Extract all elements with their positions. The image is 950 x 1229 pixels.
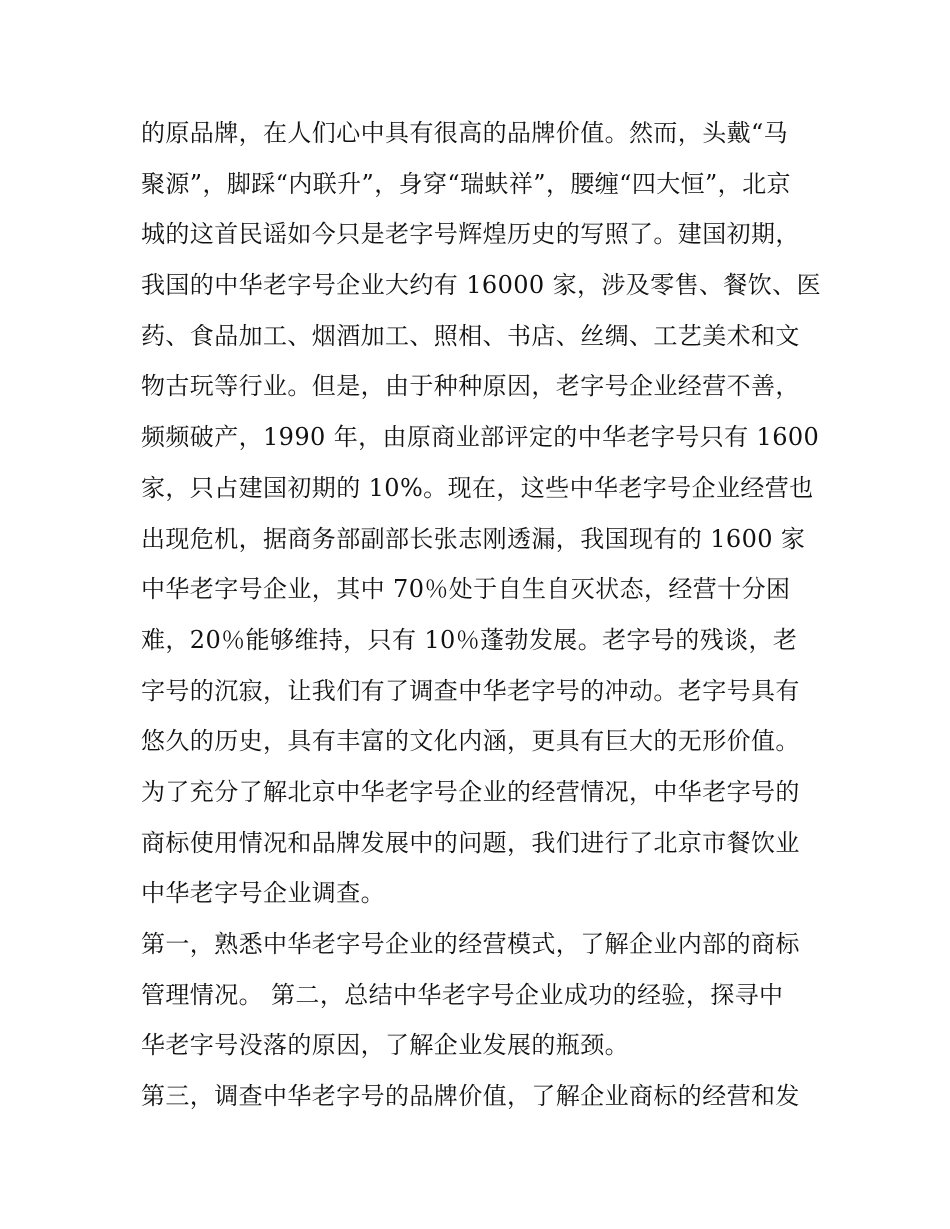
text-line-3: 城的这首民谣如今只是老字号辉煌历史的写照了。建国初期， [141, 220, 800, 249]
text-line-19: 华老字号没落的原因，了解企业发展的瓶颈。 [141, 1031, 629, 1060]
text-line-20: 第三，调查中华老字号的品牌价值，了解企业商标的经营和发 [141, 1082, 800, 1111]
text-line-10: 中华老字号企业，其中 70％处于自生自灭状态，经营十分困 [141, 575, 791, 604]
text-line-14: 为了充分了解北京中华老字号企业的经营情况，中华老字号的 [141, 777, 800, 806]
text-line-6: 物古玩等行业。但是，由于种种原因，老字号企业经营不善， [141, 372, 800, 401]
text-line-18: 管理情况。 第二，总结中华老字号企业成功的经验，探寻中 [141, 980, 784, 1009]
text-line-12: 字号的沉寂，让我们有了调查中华老字号的冲动。老字号具有 [141, 676, 800, 705]
text-line-15: 商标使用情况和品牌发展中的问题，我们进行了北京市餐饮业 [141, 828, 800, 857]
text-line-1: 的原品牌，在人们心中具有很高的品牌价值。然而，头戴“马 [141, 119, 789, 147]
text-line-9: 出现危机，据商务部副部长张志刚透漏，我国现有的 1600 家 [141, 524, 806, 553]
body-text [141, 108, 821, 1122]
text-line-13: 悠久的历史，具有丰富的文化内涵，更具有巨大的无形价值。 [141, 727, 800, 756]
text-line-4: 我国的中华老字号企业大约有 16000 家，涉及零售、餐饮、医 [141, 271, 822, 300]
text-line-16: 中华老字号企业调查。 [141, 879, 385, 908]
text-line-2: 聚源”，脚踩“内联升”，身穿“瑞蚨祥”，腰缠“四大恒”，北京 [141, 169, 791, 198]
text-line-17: 第一，熟悉中华老字号企业的经营模式，了解企业内部的商标 [141, 930, 800, 958]
text-line-7: 频频破产，1990 年，由原商业部评定的中华老字号只有 1600 [141, 423, 820, 452]
text-line-11: 难，20％能够维持，只有 10％蓬勃发展。老字号的残谈，老 [141, 625, 798, 654]
text-line-5: 药、食品加工、烟酒加工、照相、书店、丝绸、工艺美术和文 [141, 321, 800, 350]
text-line-8: 家，只占建国初期的 10%。现在，这些中华老字号企业经营也 [141, 473, 814, 502]
